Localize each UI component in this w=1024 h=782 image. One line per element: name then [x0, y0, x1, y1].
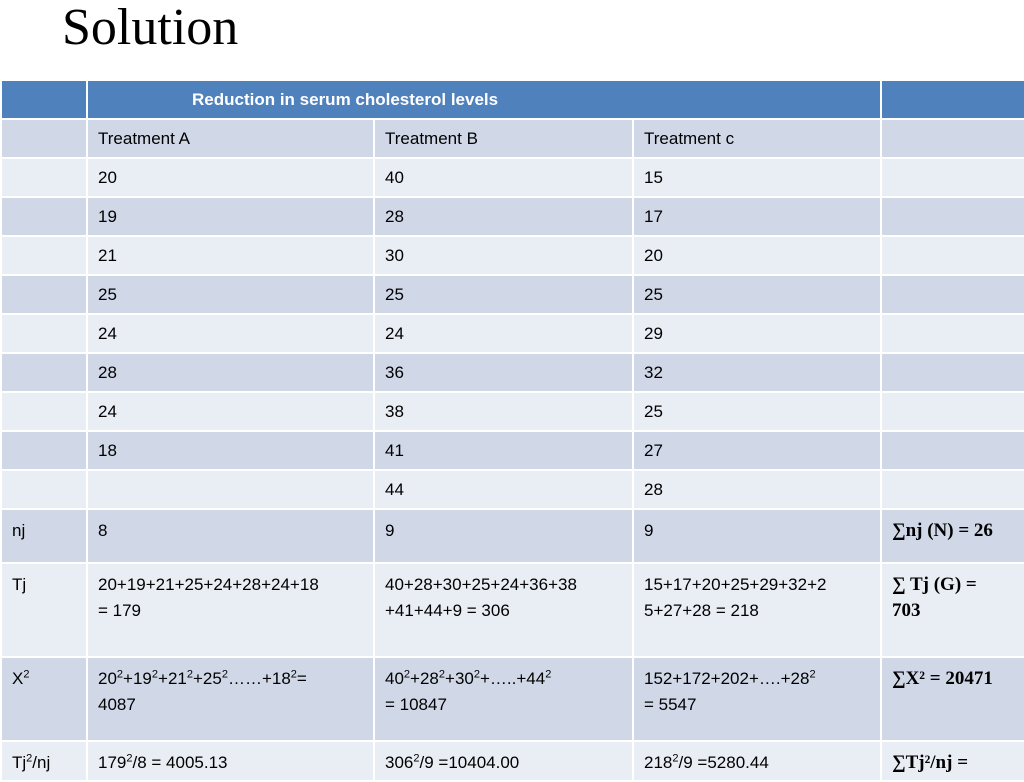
table-cell	[881, 431, 1024, 470]
formula-line: = 10847	[385, 695, 447, 714]
table-cell	[633, 563, 881, 657]
x2-row	[1, 657, 1024, 741]
column-header: Treatment c	[633, 119, 881, 158]
table-row	[1, 314, 1024, 353]
table-cell	[1, 470, 87, 509]
formula-line: 15+17+20+25+29+32+2	[644, 575, 827, 594]
table-cell	[881, 236, 1024, 275]
table-cell: 38	[374, 392, 633, 431]
table-cell: 18	[87, 431, 374, 470]
table-cell	[1, 353, 87, 392]
page-title: Solution	[62, 0, 239, 56]
table-cell	[881, 353, 1024, 392]
tj-total	[881, 563, 1024, 657]
table-cell	[87, 563, 374, 657]
table-cell	[881, 314, 1024, 353]
table-caption: Reduction in serum cholesterol levels	[87, 80, 881, 119]
row-label: nj	[1, 509, 87, 563]
table-row	[1, 470, 1024, 509]
table-row	[1, 392, 1024, 431]
table-cell	[881, 119, 1024, 158]
row-label: $X^2$	[1, 657, 87, 741]
table-cell	[1, 275, 87, 314]
table-cell: $306^2/9 =10404.00$	[374, 741, 633, 781]
table-cell: 9	[633, 509, 881, 563]
table-row	[1, 197, 1024, 236]
table-cell: 25	[633, 392, 881, 431]
x2-total: ∑X² = 20471	[881, 657, 1024, 741]
formula-line: = 5547	[644, 695, 697, 714]
table-cell	[881, 470, 1024, 509]
table-cell	[87, 470, 374, 509]
table-cell	[1, 158, 87, 197]
table-cell	[881, 275, 1024, 314]
table-cell: 25	[374, 275, 633, 314]
formula-line: 5+27+28 = 218	[644, 601, 759, 620]
tj-row	[1, 563, 1024, 657]
table-cell: 36	[374, 353, 633, 392]
table-cell: 21	[87, 236, 374, 275]
table-cell: 24	[374, 314, 633, 353]
tj2nj-row	[1, 741, 1024, 781]
table-header-row	[1, 80, 1024, 119]
table-row	[1, 236, 1024, 275]
table-cell: 40	[374, 158, 633, 197]
table-cell: 15	[633, 158, 881, 197]
table-cell: 44	[374, 470, 633, 509]
table-cell: $179^2/8 = 4005.13$	[87, 741, 374, 781]
table-cell	[1, 431, 87, 470]
table-cell: 24	[87, 392, 374, 431]
row-label: Tj	[1, 563, 87, 657]
table-cell	[1, 236, 87, 275]
table-row	[1, 353, 1024, 392]
column-header: Treatment B	[374, 119, 633, 158]
table-cell: $20^2+19^2+21^2+25^2\dots\dots+18^2=$ 4087	[87, 657, 374, 741]
cholesterol-table	[0, 79, 1024, 782]
formula-line: 4087	[98, 695, 136, 714]
table-cell	[1, 80, 87, 119]
formula-line: 40+28+30+25+24+36+38	[385, 575, 577, 594]
table-cell: 25	[633, 275, 881, 314]
table-cell	[1, 197, 87, 236]
table-row	[1, 431, 1024, 470]
table-row	[1, 275, 1024, 314]
table-cell: 29	[633, 314, 881, 353]
table-cell: 20	[633, 236, 881, 275]
row-label: Tj$^2$/nj	[1, 741, 87, 781]
table-cell: 19	[87, 197, 374, 236]
tj2nj-total: ∑Tj²/nj =	[881, 741, 1024, 781]
table-cell: 8	[87, 509, 374, 563]
column-header-row	[1, 119, 1024, 158]
table-cell	[1, 392, 87, 431]
formula-line: 20+19+21+25+24+28+24+18	[98, 575, 319, 594]
formula-line: = 179	[98, 601, 142, 620]
table-cell: 28	[87, 353, 374, 392]
formula-line: 703	[892, 600, 921, 621]
table-cell: 17	[633, 197, 881, 236]
table-cell: 20	[87, 158, 374, 197]
table-cell	[881, 80, 1024, 119]
table-cell: 32	[633, 353, 881, 392]
table-cell: 30	[374, 236, 633, 275]
table-cell	[881, 197, 1024, 236]
table-row	[1, 158, 1024, 197]
table-cell: 28	[633, 470, 881, 509]
column-header: Treatment A	[87, 119, 374, 158]
table-cell: 9	[374, 509, 633, 563]
table-cell: 41	[374, 431, 633, 470]
table-cell	[1, 314, 87, 353]
table-cell: 24	[87, 314, 374, 353]
table-cell	[881, 158, 1024, 197]
table-cell: $40^2+28^2+30^2+\dots..+44^2$ = 10847	[374, 657, 633, 741]
table-cell	[374, 563, 633, 657]
formula-line: +41+44+9 = 306	[385, 601, 510, 620]
table-cell: $152+172+202+\dots.+28^2$ = 5547	[633, 657, 881, 741]
table-cell	[1, 119, 87, 158]
table-cell: $218^2/9 =5280.44$	[633, 741, 881, 781]
table-cell: 27	[633, 431, 881, 470]
table-cell	[881, 392, 1024, 431]
formula-line: ∑ Tj (G) =	[892, 574, 977, 595]
nj-row	[1, 509, 1024, 563]
nj-total: ∑nj (N) = 26	[881, 509, 1024, 563]
table-cell: 25	[87, 275, 374, 314]
table-cell: 28	[374, 197, 633, 236]
